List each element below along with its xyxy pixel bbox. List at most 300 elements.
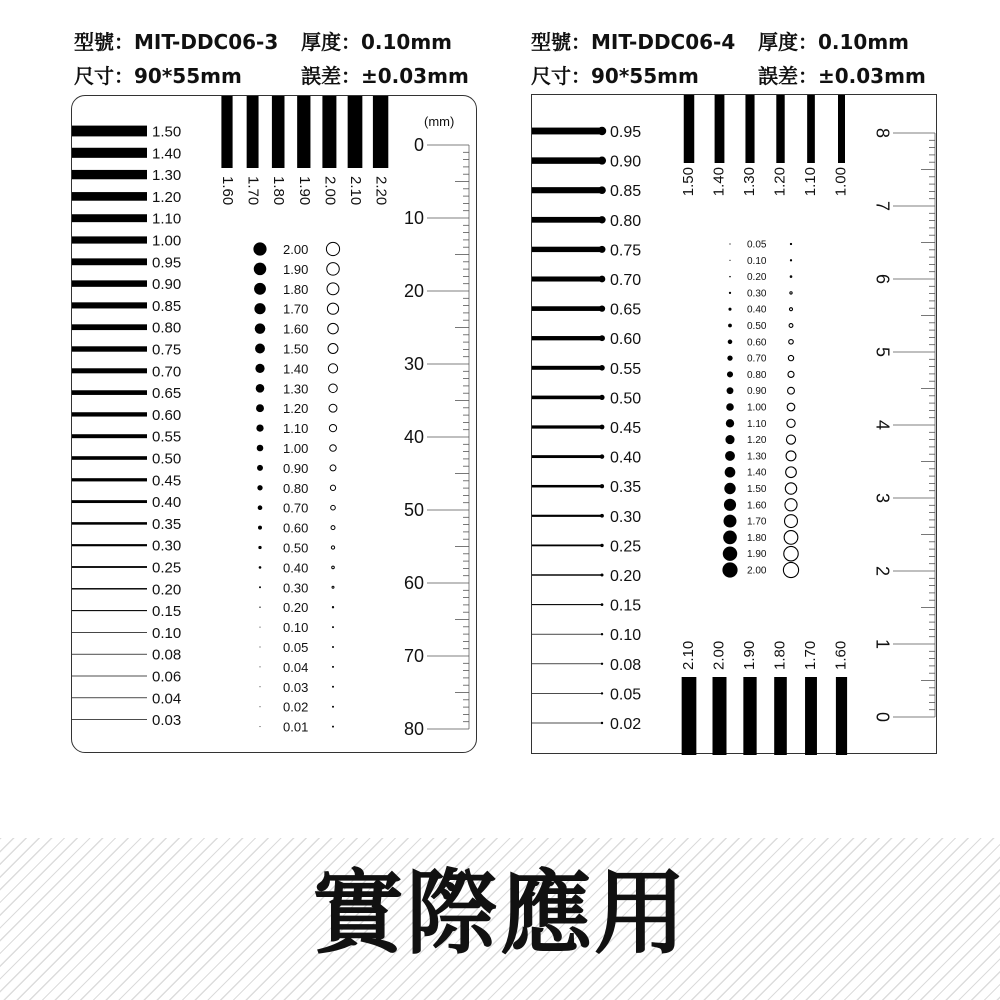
dot-label-0.04: 0.04 [283, 659, 309, 675]
filled-dot-0.90 [727, 387, 734, 394]
thickness-label-0.40: 0.40 [610, 449, 642, 467]
filled-dot-0.60 [728, 340, 733, 345]
thickness-label-0.55: 0.55 [610, 360, 642, 378]
filled-dot-1.00 [726, 403, 734, 411]
filled-dot-0.20 [259, 607, 260, 608]
dot-label-1.90: 1.90 [283, 261, 309, 277]
filled-dot-1.30 [256, 384, 265, 393]
top-gauge-bar-1.50 [684, 95, 695, 163]
dot-label-0.80: 0.80 [283, 480, 309, 496]
thickness-label-0.70: 0.70 [610, 272, 642, 289]
thickness-line-0.25 [72, 566, 147, 568]
dot-label-1.80: 1.80 [747, 532, 767, 544]
filled-dot-1.20 [256, 404, 264, 412]
thickness-line-0.06 [72, 676, 147, 677]
spec-tolerance-right: 誤差：±0.03mm [758, 64, 926, 88]
outline-dot-0.10 [333, 627, 334, 628]
thickness-line-0.65 [532, 306, 602, 311]
spec-size-right: 尺寸：90*55mm [531, 64, 699, 88]
ruler-label-7: 7 [872, 200, 893, 212]
top-gauge-bar-label-1.40: 1.40 [710, 167, 728, 197]
filled-dot-2.00 [253, 242, 266, 255]
thickness-label-0.25: 0.25 [152, 559, 182, 577]
outline-dot-0.90 [788, 387, 795, 394]
thickness-label-0.95: 0.95 [610, 124, 642, 141]
outline-dot-1.30 [329, 384, 338, 393]
thickness-line-0.70 [72, 368, 147, 373]
thickness-label-1.40: 1.40 [152, 145, 182, 163]
outline-dot-2.00 [326, 242, 339, 255]
gauge-bar-1.60 [221, 96, 232, 168]
spec-model-left: 型號：MIT-DDC06-3 [74, 30, 279, 54]
bottom-gauge-bar-label-1.60: 1.60 [832, 640, 850, 670]
bottom-gauge-bar-2.00 [713, 677, 727, 755]
thickness-line-0.95 [72, 258, 147, 265]
ruler-label-1: 1 [872, 638, 893, 650]
thickness-line-0.50 [532, 396, 602, 400]
thickness-line-0.08 [72, 654, 147, 655]
filled-dot-0.50 [258, 546, 261, 549]
thickness-line-end-0.02 [601, 722, 603, 724]
outline-dot-1.80 [784, 531, 798, 545]
filled-dot-1.90 [723, 546, 737, 560]
outline-dot-1.70 [327, 303, 338, 314]
thickness-label-0.95: 0.95 [152, 254, 182, 272]
ruler-label-70: 70 [403, 646, 424, 666]
dot-label-0.60: 0.60 [283, 520, 309, 536]
thickness-label-0.50: 0.50 [610, 390, 642, 408]
thickness-line-end-0.35 [600, 484, 604, 488]
outline-dot-0.01 [333, 726, 334, 727]
thickness-line-end-0.50 [599, 395, 604, 400]
filled-dot-0.40 [259, 566, 262, 569]
bottom-gauge-bar-label-1.90: 1.90 [740, 640, 758, 670]
thickness-line-0.30 [72, 544, 147, 546]
filled-dot-0.05 [260, 647, 261, 648]
spec-model-right: 型號：MIT-DDC06-4 [531, 30, 736, 54]
thickness-label-1.00: 1.00 [152, 232, 182, 250]
outline-dot-1.50 [785, 483, 796, 494]
thickness-line-0.35 [72, 522, 147, 525]
ruler-label-40: 40 [403, 427, 424, 447]
thickness-line-0.95 [532, 128, 602, 135]
filled-dot-0.70 [727, 355, 732, 360]
dot-label-1.60: 1.60 [283, 321, 309, 337]
filled-dot-0.10 [729, 260, 730, 261]
thickness-line-0.60 [532, 336, 602, 340]
thickness-label-0.65: 0.65 [152, 385, 182, 403]
thickness-line-0.40 [72, 500, 147, 503]
ruler-label-0: 0 [872, 711, 893, 723]
thickness-line-0.45 [72, 478, 147, 481]
outline-dot-1.80 [327, 283, 339, 295]
gauge-bar-label-2.20: 2.20 [372, 176, 390, 206]
gauge-bar-label-1.90: 1.90 [295, 176, 313, 206]
thickness-label-0.75: 0.75 [152, 341, 182, 359]
spec-size-left: 尺寸：90*55mm [74, 64, 242, 88]
thickness-line-end-0.25 [600, 544, 603, 547]
thickness-line-0.03 [72, 719, 147, 720]
gauge-card-ddc06-3-graphic [72, 96, 478, 754]
ruler-label-3: 3 [872, 492, 893, 504]
outline-dot-0.05 [790, 243, 791, 244]
filled-dot-1.40 [725, 467, 736, 478]
thickness-label-0.25: 0.25 [610, 538, 642, 556]
top-gauge-bar-1.00 [838, 95, 845, 163]
thickness-label-0.70: 0.70 [152, 363, 182, 381]
dot-label-1.40: 1.40 [283, 361, 309, 377]
dot-label-0.40: 0.40 [283, 560, 309, 576]
thickness-line-0.40 [532, 455, 602, 458]
gauge-bar-2.00 [322, 96, 336, 168]
gauge-bar-label-1.80: 1.80 [270, 176, 288, 206]
dot-label-1.50: 1.50 [283, 341, 309, 357]
dot-label-1.70: 1.70 [283, 301, 309, 317]
thickness-line-end-0.75 [599, 246, 606, 253]
thickness-line-0.25 [532, 545, 602, 547]
gauge-bar-label-2.10: 2.10 [347, 176, 365, 206]
thickness-label-0.85: 0.85 [610, 183, 642, 201]
dot-label-0.10: 0.10 [283, 620, 309, 636]
filled-dot-0.50 [728, 324, 732, 328]
thickness-label-1.50: 1.50 [152, 123, 182, 141]
dot-label-1.20: 1.20 [747, 435, 767, 447]
thickness-label-0.05: 0.05 [610, 686, 642, 704]
thickness-line-end-0.60 [599, 335, 605, 341]
thickness-line-0.45 [532, 425, 602, 428]
bottom-gauge-bar-label-2.00: 2.00 [710, 640, 728, 670]
thickness-label-0.60: 0.60 [610, 331, 642, 349]
filled-dot-2.00 [722, 562, 737, 577]
thickness-line-0.85 [532, 187, 602, 193]
thickness-line-end-0.90 [598, 157, 606, 165]
top-gauge-bar-1.30 [745, 95, 754, 163]
thickness-line-0.05 [532, 693, 602, 694]
outline-dot-0.20 [332, 607, 333, 608]
thickness-label-0.15: 0.15 [152, 603, 182, 621]
outline-dot-1.70 [785, 515, 798, 528]
outline-dot-0.03 [333, 686, 334, 687]
filled-dot-1.40 [255, 364, 264, 373]
top-gauge-bar-1.20 [776, 95, 784, 163]
thickness-line-1.00 [72, 236, 147, 243]
outline-dot-2.00 [783, 562, 798, 577]
dot-label-1.60: 1.60 [747, 500, 767, 512]
thickness-line-0.20 [532, 574, 602, 575]
thickness-label-0.15: 0.15 [610, 597, 642, 615]
dot-label-1.70: 1.70 [747, 516, 767, 528]
outline-dot-0.02 [333, 706, 334, 707]
thickness-label-0.30: 0.30 [610, 508, 642, 526]
thickness-line-0.50 [72, 456, 147, 460]
top-gauge-bar-1.40 [715, 95, 725, 163]
thickness-line-end-0.55 [599, 365, 605, 371]
thickness-line-0.55 [72, 434, 147, 438]
thickness-label-0.06: 0.06 [152, 668, 182, 686]
thickness-line-0.15 [72, 610, 147, 611]
gauge-bar-1.80 [272, 96, 285, 168]
thickness-label-0.90: 0.90 [610, 153, 642, 171]
outline-dot-0.40 [332, 566, 335, 569]
dot-label-0.50: 0.50 [283, 540, 309, 556]
dot-label-1.50: 1.50 [747, 484, 767, 495]
dot-label-0.01: 0.01 [283, 719, 309, 735]
thickness-line-end-0.15 [601, 603, 604, 606]
filled-dot-1.60 [255, 323, 266, 334]
thickness-line-end-0.40 [600, 454, 604, 458]
thickness-line-0.08 [532, 663, 602, 664]
dot-label-0.50: 0.50 [747, 321, 767, 332]
ruler-label-20: 20 [403, 281, 424, 301]
gauge-bar-label-2.00: 2.00 [321, 176, 339, 206]
dot-label-0.10: 0.10 [747, 255, 767, 267]
outline-dot-0.60 [331, 526, 335, 530]
dot-label-1.10: 1.10 [747, 418, 767, 430]
outline-dot-0.30 [332, 586, 334, 588]
outline-dot-1.10 [787, 419, 795, 427]
thickness-label-0.04: 0.04 [152, 690, 182, 708]
filled-dot-1.00 [257, 445, 264, 452]
dot-label-0.20: 0.20 [747, 272, 767, 284]
filled-dot-0.70 [258, 505, 263, 510]
thickness-line-1.50 [72, 126, 147, 137]
filled-dot-1.60 [724, 499, 736, 511]
filled-dot-0.30 [729, 292, 731, 294]
thickness-line-0.60 [72, 412, 147, 416]
thickness-line-1.40 [72, 148, 147, 158]
thickness-line-0.75 [72, 346, 147, 351]
thickness-label-0.85: 0.85 [152, 297, 182, 315]
filled-dot-0.04 [260, 666, 261, 667]
gauge-bar-1.90 [297, 96, 310, 168]
outline-dot-0.80 [788, 371, 794, 377]
thickness-line-end-0.30 [600, 514, 604, 518]
bottom-gauge-bar-label-2.10: 2.10 [679, 640, 697, 670]
outline-dot-1.20 [329, 404, 337, 412]
outline-dot-1.40 [786, 467, 797, 478]
dot-label-0.20: 0.20 [283, 600, 309, 616]
filled-dot-0.05 [729, 243, 730, 244]
dot-label-0.05: 0.05 [283, 640, 309, 655]
thickness-label-0.80: 0.80 [152, 319, 182, 337]
dot-label-2.00: 2.00 [283, 242, 309, 257]
thickness-line-0.85 [72, 302, 147, 308]
filled-dot-1.50 [724, 483, 735, 494]
outline-dot-0.50 [789, 324, 793, 328]
filled-dot-1.10 [256, 424, 263, 431]
thickness-label-0.20: 0.20 [610, 568, 642, 585]
bottom-gauge-bar-label-1.70: 1.70 [801, 640, 819, 670]
thickness-line-0.04 [72, 697, 147, 698]
thickness-line-0.80 [72, 324, 147, 330]
filled-dot-1.70 [254, 303, 265, 314]
top-gauge-bar-label-1.10: 1.10 [801, 167, 819, 197]
outline-dot-1.90 [327, 263, 340, 276]
filled-dot-1.90 [254, 263, 267, 276]
outline-dot-1.90 [784, 546, 798, 560]
thickness-line-end-0.65 [599, 305, 605, 311]
thickness-line-end-0.10 [601, 633, 603, 635]
ruler-label-2: 2 [872, 565, 893, 577]
filled-dot-0.20 [729, 276, 731, 278]
thickness-line-end-0.20 [600, 573, 603, 576]
spec-thickness-left: 厚度：0.10mm [301, 30, 453, 54]
filled-dot-1.10 [726, 419, 734, 427]
thickness-line-0.20 [72, 588, 147, 589]
thickness-line-0.75 [532, 247, 602, 252]
dot-label-0.30: 0.30 [283, 580, 309, 596]
thickness-line-1.10 [72, 214, 147, 222]
outline-dot-0.70 [788, 355, 793, 360]
ruler-label-5: 5 [872, 346, 893, 358]
outline-dot-0.50 [331, 546, 334, 549]
outline-dot-0.70 [331, 505, 336, 510]
thickness-line-end-0.95 [598, 127, 606, 135]
thickness-line-0.10 [72, 632, 147, 633]
dot-label-0.05: 0.05 [747, 239, 767, 251]
spec-tolerance-left: 誤差：±0.03mm [301, 64, 469, 88]
thickness-line-1.20 [72, 192, 147, 201]
thickness-line-1.30 [72, 170, 147, 179]
thickness-label-0.60: 0.60 [152, 406, 182, 424]
thickness-label-0.35: 0.35 [152, 515, 182, 533]
outline-dot-1.20 [786, 435, 795, 444]
ruler-label-30: 30 [403, 354, 424, 374]
filled-dot-1.70 [724, 515, 737, 528]
thickness-label-0.08: 0.08 [610, 656, 642, 674]
thickness-line-end-0.80 [598, 216, 605, 223]
thickness-label-0.50: 0.50 [152, 450, 182, 468]
outline-dot-1.40 [328, 364, 337, 373]
thickness-label-0.03: 0.03 [152, 712, 182, 730]
dot-label-0.70: 0.70 [283, 500, 309, 516]
dot-label-1.30: 1.30 [747, 451, 767, 463]
bottom-gauge-bar-1.60 [836, 677, 847, 755]
outline-dot-1.00 [330, 445, 337, 452]
dot-label-1.20: 1.20 [283, 401, 309, 417]
filled-dot-0.40 [728, 308, 731, 311]
outline-dot-1.00 [787, 403, 795, 411]
thickness-line-0.70 [532, 276, 602, 281]
thickness-line-0.35 [532, 485, 602, 488]
thickness-label-0.45: 0.45 [152, 472, 182, 490]
dot-label-0.90: 0.90 [283, 460, 309, 476]
filled-dot-0.80 [257, 485, 262, 490]
thickness-label-0.75: 0.75 [610, 242, 642, 260]
outline-dot-0.20 [790, 276, 792, 278]
thickness-label-0.10: 0.10 [610, 627, 642, 645]
outline-dot-1.10 [329, 424, 336, 431]
outline-dot-0.10 [790, 260, 791, 261]
ruler-unit-label: (mm) [424, 114, 455, 129]
thickness-label-1.30: 1.30 [152, 167, 182, 185]
ruler-label-60: 60 [403, 573, 424, 593]
banner-title: 實際應用 [311, 860, 688, 967]
top-gauge-bar-label-1.50: 1.50 [679, 167, 697, 197]
thickness-line-0.90 [72, 280, 147, 286]
dot-label-0.70: 0.70 [747, 353, 767, 365]
thickness-line-0.65 [72, 390, 147, 395]
filled-dot-1.80 [254, 283, 266, 295]
thickness-label-0.10: 0.10 [152, 624, 182, 642]
filled-dot-0.01 [260, 726, 261, 727]
thickness-line-end-0.05 [601, 692, 603, 694]
outline-dot-1.30 [786, 451, 796, 461]
dot-label-1.10: 1.10 [283, 421, 309, 437]
ruler-label-6: 6 [872, 273, 893, 285]
dot-label-2.00: 2.00 [747, 565, 767, 577]
dot-label-0.30: 0.30 [747, 288, 767, 300]
top-gauge-bar-1.10 [807, 95, 815, 163]
outline-dot-1.60 [328, 323, 339, 334]
thickness-line-end-0.85 [598, 186, 606, 194]
thickness-label-0.55: 0.55 [152, 428, 182, 446]
filled-dot-0.30 [259, 586, 261, 588]
bottom-gauge-bar-label-1.80: 1.80 [771, 640, 789, 670]
thickness-line-0.15 [532, 604, 602, 605]
thickness-label-0.02: 0.02 [610, 716, 642, 733]
outline-dot-0.04 [333, 666, 334, 667]
thickness-label-0.30: 0.30 [152, 537, 182, 555]
thickness-line-0.02 [532, 723, 602, 724]
outline-dot-1.50 [328, 344, 338, 354]
filled-dot-0.02 [260, 706, 261, 707]
dot-label-0.03: 0.03 [283, 679, 309, 695]
filled-dot-1.30 [725, 451, 735, 461]
ruler-label-50: 50 [403, 500, 424, 520]
filled-dot-1.80 [723, 531, 737, 545]
spec-thickness-right: 厚度：0.10mm [758, 30, 910, 54]
thickness-label-0.65: 0.65 [610, 301, 642, 319]
top-gauge-bar-label-1.20: 1.20 [771, 167, 789, 197]
dot-label-0.40: 0.40 [747, 304, 767, 316]
thickness-label-1.20: 1.20 [152, 188, 182, 206]
outline-dot-0.30 [790, 292, 792, 294]
thickness-line-end-0.45 [600, 425, 605, 430]
ruler-label-4: 4 [872, 419, 893, 431]
thickness-label-0.40: 0.40 [152, 494, 182, 512]
ruler-label-8: 8 [872, 127, 893, 139]
outline-dot-0.40 [789, 308, 792, 311]
filled-dot-0.03 [260, 686, 261, 687]
dot-label-0.02: 0.02 [283, 699, 309, 715]
filled-dot-0.90 [257, 465, 263, 471]
dot-label-1.00: 1.00 [283, 441, 309, 456]
outline-dot-0.90 [330, 465, 336, 471]
gauge-card-ddc06-3 [71, 95, 477, 753]
thickness-label-0.80: 0.80 [610, 212, 642, 230]
thickness-label-0.35: 0.35 [610, 479, 642, 497]
ruler-label-10: 10 [403, 208, 424, 228]
ruler-label-0: 0 [413, 135, 424, 155]
bottom-gauge-bar-1.90 [743, 677, 756, 755]
gauge-bar-2.20 [373, 96, 388, 168]
filled-dot-0.10 [260, 627, 261, 628]
thickness-line-0.30 [532, 515, 602, 517]
bottom-gauge-bar-1.70 [805, 677, 817, 755]
outline-dot-0.60 [789, 340, 794, 345]
dot-label-0.90: 0.90 [747, 386, 767, 398]
gauge-card-ddc06-4-graphic [532, 95, 938, 755]
dot-label-0.80: 0.80 [747, 369, 767, 381]
thickness-label-0.20: 0.20 [152, 581, 182, 599]
thickness-label-0.90: 0.90 [152, 276, 182, 294]
ruler-label-80: 80 [403, 719, 424, 739]
thickness-label-0.08: 0.08 [152, 646, 182, 664]
gauge-bar-2.10 [348, 96, 363, 168]
outline-dot-1.60 [785, 499, 797, 511]
dot-label-1.30: 1.30 [283, 381, 309, 397]
